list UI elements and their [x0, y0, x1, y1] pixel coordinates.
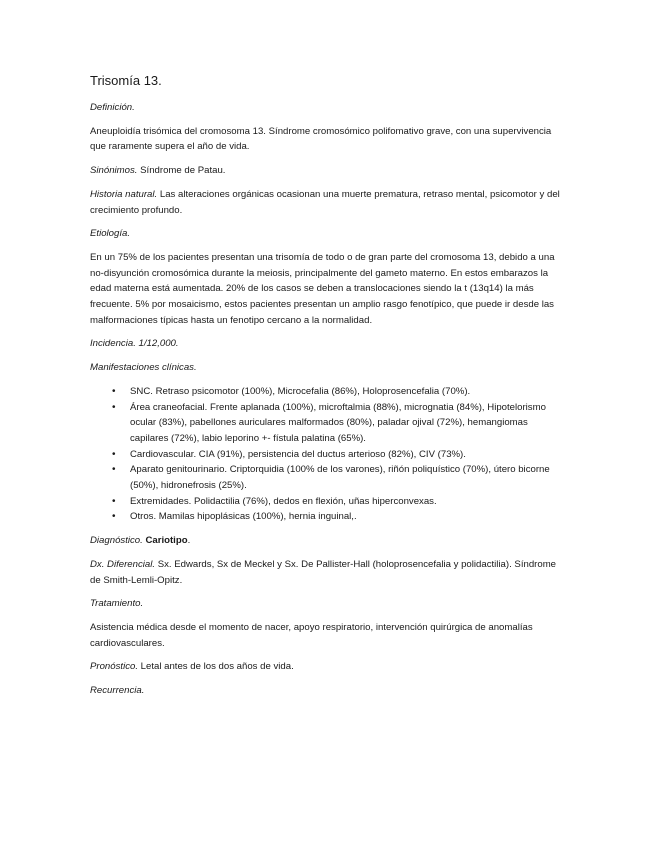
manifestaciones-label: Manifestaciones clínicas.	[90, 362, 197, 374]
historia-text: Las alteraciones orgánicas ocasionan una muerte prematura, retraso mental, psicomotor y del crecimiento profundo.	[90, 188, 560, 216]
definicion-text: Aneuploidía trisómica del cromosoma 13. Síndrome cromosómico polifomativo grave, con una supervivencia que raramente supera el año de vida.	[90, 125, 552, 153]
definicion-label: Definición.	[90, 102, 135, 113]
pronostico-paragraph	[90, 659, 560, 675]
sinonimos-paragraph	[90, 163, 560, 179]
tratamiento-text: Asistencia médica desde el momento de nacer, apoyo respiratorio, intervención quirúrgica de anomalías cardiovasculares.	[90, 621, 533, 649]
diagnostico-label: Diagnóstico.	[90, 535, 143, 547]
list-item: • SNC. Retraso psicomotor (100%), Microcefalia (86%), Holoprosencefalia (70%).	[90, 384, 560, 400]
etiologia-label: Etiología.	[90, 228, 131, 240]
list-item: • Cardiovascular. CIA (91%), persistencia del ductus arterioso (82%), CIV (73%).	[90, 447, 560, 463]
tratamiento-heading	[90, 596, 560, 612]
historia-label: Historia natural.	[90, 188, 158, 200]
list-item: • Aparato genitourinario. Criptorquidia (100% de los varones), riñón poliquístico (70%), útero bicorne (50%), hidronefrosis (25%).	[90, 462, 560, 493]
historia-paragraph	[90, 187, 560, 218]
etiologia-text: En un 75% de los pacientes presentan una trisomía de todo o de gran parte del cromosoma 13, debido a una no-disyunción cromosómica durante la meiosis, principalmente del gameto materno. En estos embarazos la edad materna está aumentada. 20% de los casos se deben a translocaciones siendo la t (13q14) la más frecuente. 5% por mosaicismo, estos pacientes presentan un amplio rasgo fenotípico, que puede ir desde las malformaciones típicas hasta un fenotipo cercano a la normalidad.	[90, 251, 555, 326]
incidencia-label: Incidencia. 1/12,000.	[90, 338, 179, 350]
list-item: • Área craneofacial. Frente aplanada (100%), microftalmia (88%), micrognatia (84%), Hipotelorismo ocular (83%), pabellones auriculares malformados (80%), paladar ojival (72%), hemangiomas capilares (72%), labio leporino +- fístula palatina (65%).	[90, 400, 560, 447]
sinonimos-text: Síndrome de Patau.	[137, 165, 226, 177]
list-item: • Extremidades. Polidactilia (76%), dedos en flexión, uñas hiperconvexas.	[90, 494, 560, 510]
document-title: Trisomía 13.	[90, 73, 162, 88]
etiologia-heading	[90, 226, 560, 242]
diagnostico-value: Cariotipo	[145, 535, 188, 547]
manifestaciones-list	[90, 384, 560, 525]
manifestaciones-heading	[90, 360, 560, 376]
list-item: • Otros. Mamilas hipoplásicas (100%), hernia inguinal,.	[90, 509, 560, 525]
diferencial-paragraph	[90, 557, 560, 588]
document-page	[90, 72, 560, 707]
incidencia-paragraph	[90, 336, 560, 352]
diferencial-text: Sx. Edwards, Sx de Meckel y Sx. De Pallister-Hall (holoprosencefalia y polidactilia). Síndrome de Smith-Lemli-Opitz.	[90, 558, 557, 586]
recurrencia-paragraph	[90, 683, 560, 699]
diagnostico-paragraph: Diagnóstico. Cariotipo.	[90, 535, 191, 547]
recurrencia-label: Recurrencia.	[90, 685, 145, 697]
definicion-heading	[90, 100, 560, 116]
sinonimos-label: Sinónimos.	[90, 165, 138, 177]
pronostico-text: Letal antes de los dos años de vida.	[138, 661, 294, 673]
tratamiento-label: Tratamiento.	[90, 598, 144, 610]
pronostico-label: Pronóstico.	[90, 661, 138, 673]
diferencial-label: Dx. Diferencial.	[90, 558, 156, 570]
